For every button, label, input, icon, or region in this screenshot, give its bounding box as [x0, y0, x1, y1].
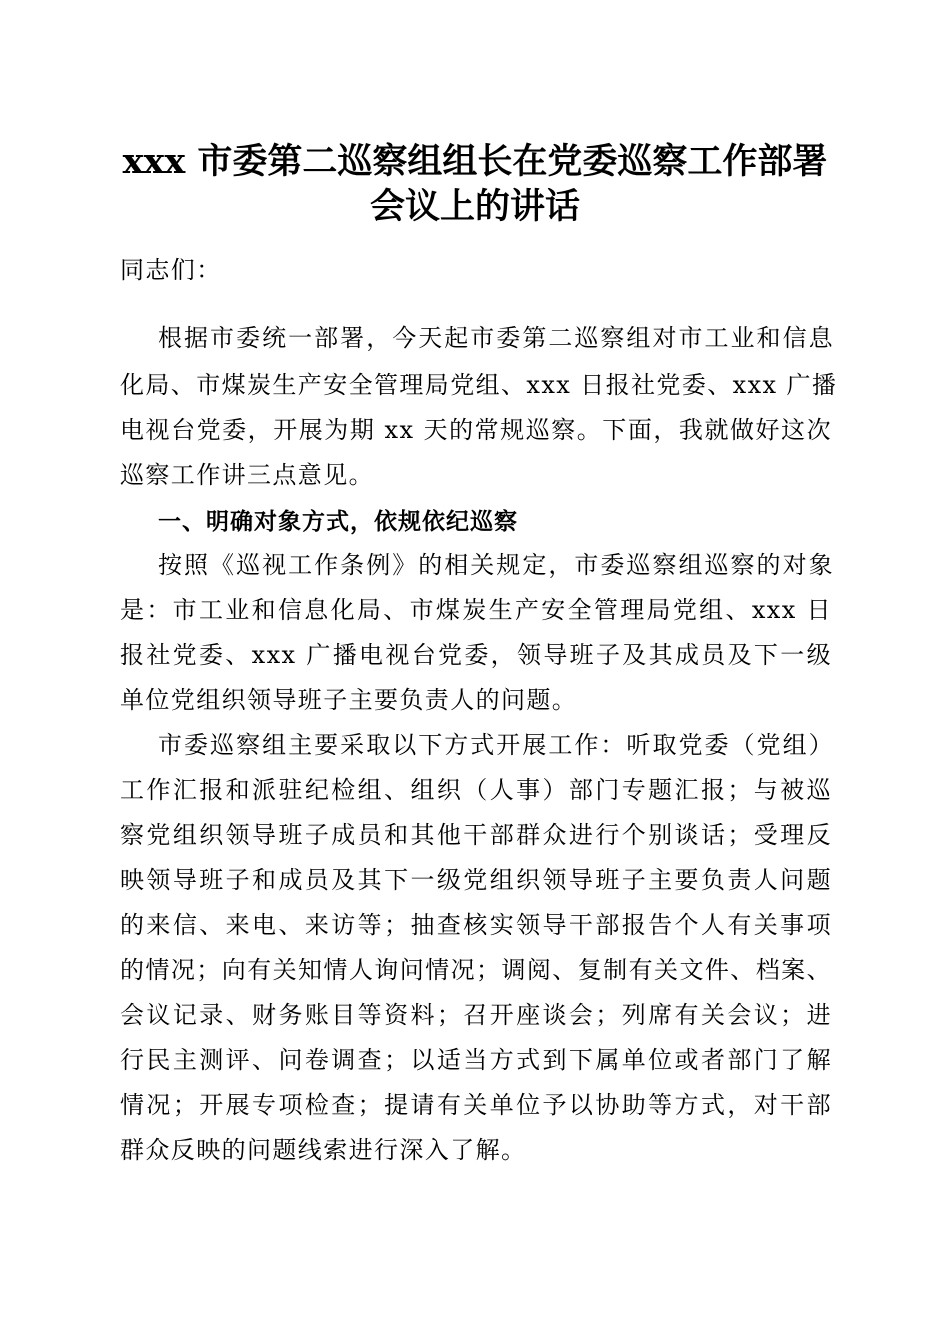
- paragraph-3-line: 的来信、来电、来访等；抽查核实领导干部报告个人有关事项: [120, 911, 832, 939]
- paragraph-3-line: 映领导班子和成员及其下一级党组织领导班子主要负责人问题: [120, 866, 832, 894]
- section-heading-1: 一、明确对象方式，依规依纪巡察: [158, 509, 518, 535]
- paragraph-3-line: 市委巡察组主要采取以下方式开展工作：听取党委（党组）: [158, 731, 834, 759]
- paragraph-2-line: 是：市工业和信息化局、市煤炭生产安全管理局党组、xxx 日: [120, 596, 832, 624]
- paragraph-3-line: 群众反映的问题线索进行深入了解。: [120, 1136, 527, 1164]
- paragraph-2-line: 按照《巡视工作条例》的相关规定，市委巡察组巡察的对象: [158, 551, 834, 579]
- paragraph-3-line: 察党组织领导班子成员和其他干部群众进行个别谈话；受理反: [120, 821, 832, 849]
- paragraph-3-line: 情况；开展专项检查；提请有关单位予以协助等方式，对干部: [120, 1091, 832, 1119]
- paragraph-3-line: 工作汇报和派驻纪检组、组织（人事）部门专题汇报；与被巡: [120, 776, 832, 804]
- paragraph-3-line: 行民主测评、问卷调查；以适当方式到下属单位或者部门了解: [120, 1046, 832, 1074]
- paragraph-3-line: 会议记录、财务账目等资料；召开座谈会；列席有关会议；进: [120, 1001, 832, 1029]
- salutation: 同志们：: [120, 256, 222, 284]
- document-title-line-2: 会议上的讲话: [369, 186, 580, 227]
- paragraph-2-line: 报社党委、xxx 广播电视台党委，领导班子及其成员及下一级: [120, 641, 832, 669]
- paragraph-1-line: 巡察工作讲三点意见。: [120, 461, 374, 489]
- paragraph-1-line: 根据市委统一部署，今天起市委第二巡察组对市工业和信息: [158, 324, 834, 352]
- paragraph-1-line: 化局、市煤炭生产安全管理局党组、xxx 日报社党委、xxx 广播: [120, 371, 838, 399]
- document-title-line-1: xxx 市委第二巡察组组长在党委巡察工作部署: [122, 141, 828, 182]
- paragraph-1-line: 电视台党委，开展为期 xx 天的常规巡察。下面，我就做好这次: [120, 416, 832, 444]
- paragraph-3-line: 的情况；向有关知情人询问情况；调阅、复制有关文件、档案、: [120, 956, 832, 984]
- paragraph-2-line: 单位党组织领导班子主要负责人的问题。: [120, 686, 578, 714]
